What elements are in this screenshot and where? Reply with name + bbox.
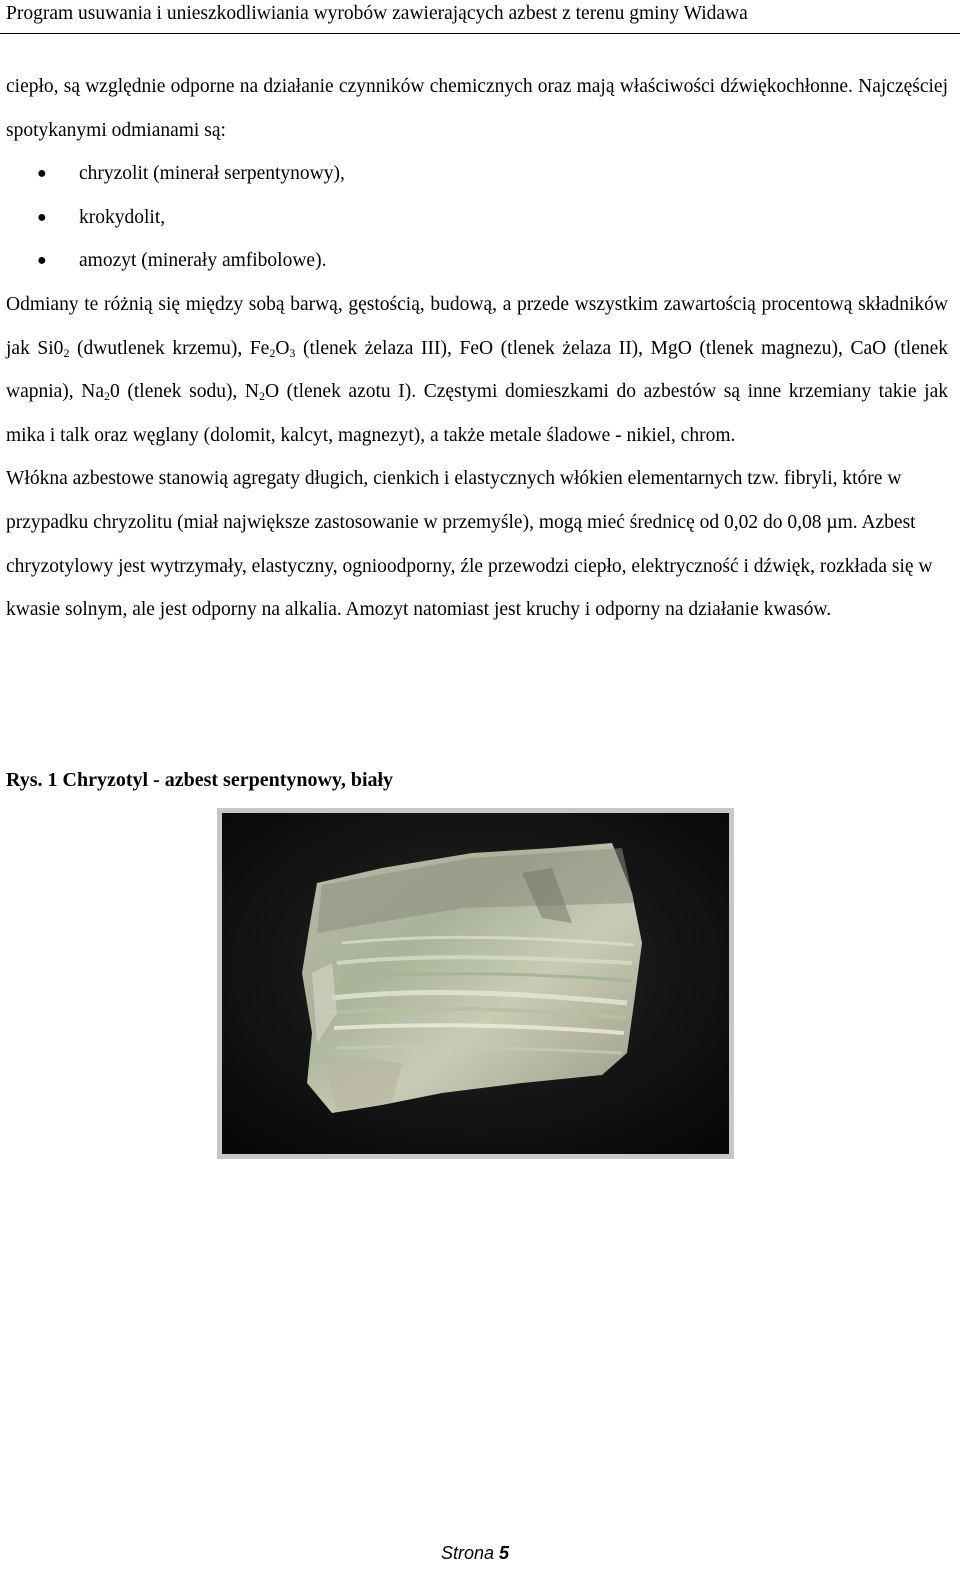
bullet-icon: ●	[37, 165, 47, 183]
footer-label: Strona	[440, 1543, 494, 1563]
page-number: 5	[499, 1543, 510, 1563]
page-footer	[0, 1543, 950, 1564]
para2-text: (dwutlenek krzemu), Fe	[69, 337, 270, 359]
subscript: 2	[63, 345, 70, 360]
para2-text: 0 (tlenek sodu), N	[110, 381, 259, 403]
bullet-icon: ●	[37, 208, 47, 226]
para2-text: Odmiany te różnią się między sobą barwą, gęstością, budową, a przede wszystkim zawartością procentową składników jak Si0	[6, 293, 948, 359]
list-item-text: krokydolit,	[79, 206, 166, 228]
para2-text: O (tlenek azotu I). Częstymi domieszkami do azbestów są inne krzemiany takie jak mika i talk oraz węglany (dolomit, kalcyt, magnezyt), a także metale śladowe - nikiel, chrom.	[6, 381, 948, 446]
subscript: 2	[104, 389, 111, 404]
list-item-text: amozyt (minerały amfibolowe).	[79, 250, 327, 272]
subscript: 2	[269, 345, 276, 360]
asbestos-photo	[217, 808, 734, 1159]
list-item	[6, 152, 948, 196]
varieties-list	[6, 152, 948, 283]
paragraph-1: ciepło, są względnie odporne na działanie czynników chemicznych oraz mają właściwości dźwiękochłonne. Najczęściej spotykanymi odmianami są:	[6, 76, 948, 141]
subscript: 3	[289, 345, 296, 360]
page-content	[6, 65, 948, 632]
subscript: 2	[259, 389, 265, 404]
list-item	[6, 196, 948, 240]
header-title: Program usuwania i unieszkodliwiania wyrobów zawierających azbest z terenu gminy Widawa	[6, 3, 748, 24]
list-item	[6, 239, 948, 283]
para2-text: O	[275, 337, 290, 359]
page-header	[0, 0, 960, 34]
para2-text: (tlenek żelaza III), FeO (tlenek żelaza II), MgO (tlenek magnezu), CaO (tlenek wapnia), Na	[6, 337, 948, 403]
list-item-text: chryzolit (minerał serpentynowy),	[79, 163, 345, 185]
figure-caption: Rys. 1 Chryzotyl - azbest serpentynowy, biały	[6, 769, 394, 791]
bullet-icon: ●	[37, 252, 47, 270]
paragraph-3: Włókna azbestowe stanowią agregaty długich, cienkich i elastycznych włókien elementarnych tzw. fibryli, które w przypadku chryzolitu (miał największe zastosowanie w przemyśle), mogą mieć średnicę od 0,02 do 0,08 µm. Azbest chryzotylowy jest wytrzymały, elastyczny, ognioodporny, źle przewodzi ciepło, elektryczność i dźwięk, rozkłada się w kwasie solnym, ale jest odporny na alkalia. Amozyt natomiast jest kruchy i odporny na działanie kwasów.	[6, 468, 933, 621]
asbestos-rock-image	[222, 813, 729, 1154]
paragraph-2	[6, 283, 948, 457]
